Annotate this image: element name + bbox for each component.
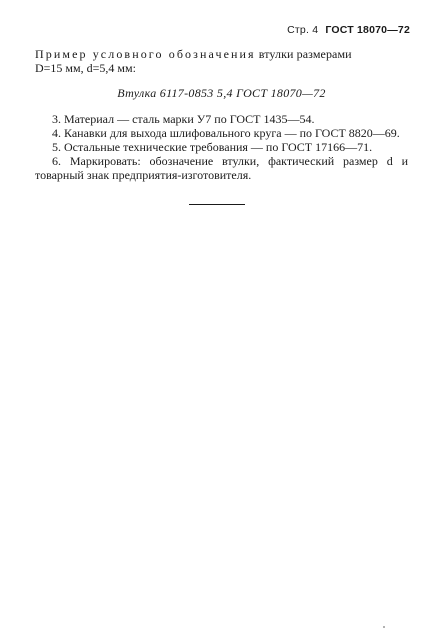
example-lead: Пример условного обозначения	[35, 47, 256, 61]
scan-speck	[383, 626, 385, 628]
requirement-item: 6. Маркировать: обозначение втулки, фактический размер d и товарный знак предприятия-изготовителя.	[35, 154, 408, 182]
document-body	[35, 47, 408, 182]
example-lead-tail: втулки размерами	[255, 47, 352, 61]
page-number: Стр. 4	[287, 24, 319, 36]
page-header	[287, 24, 410, 36]
requirement-item: 3. Материал — сталь марки У7 по ГОСТ 1435—54.	[52, 112, 315, 126]
example-paragraph	[35, 47, 408, 75]
example-dimensions: D=15 мм, d=5,4 мм:	[35, 61, 136, 75]
section-end-rule	[189, 204, 245, 205]
requirement-item: 4. Канавки для выхода шлифовального круга — по ГОСТ 8820—69.	[52, 126, 400, 140]
requirement-item: 5. Остальные технические требования — по ГОСТ 17166—71.	[52, 140, 373, 154]
designation-example: Втулка 6117-0853 5,4 ГОСТ 18070—72	[117, 86, 326, 100]
standard-number: ГОСТ 18070—72	[325, 24, 410, 36]
